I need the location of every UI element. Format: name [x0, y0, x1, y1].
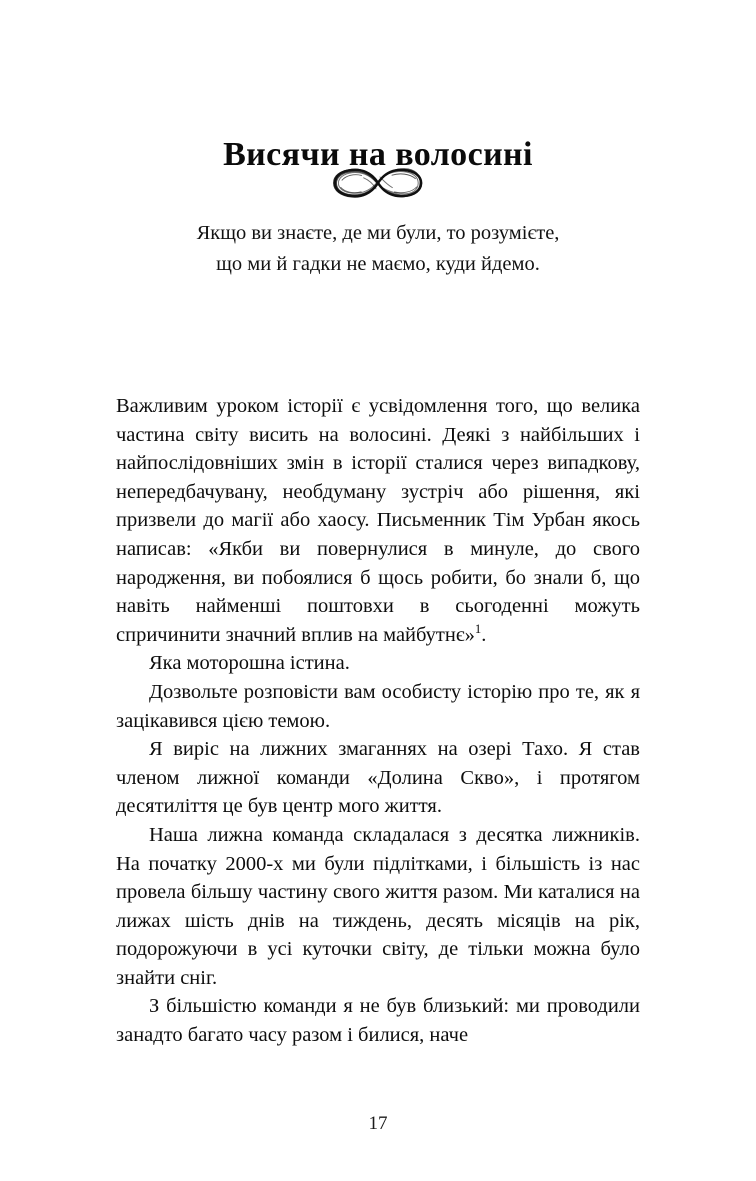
epigraph-line-2: що ми й гадки не маємо, куди йдемо.: [216, 253, 540, 275]
infinity-sketch-icon: [330, 166, 426, 200]
paragraph-6: З більшістю команди я не був близький: ми проводили занадто багато часу разом і билися, наче: [116, 995, 640, 1047]
paragraph-1-tail: .: [481, 623, 487, 646]
chapter-body: [116, 392, 640, 1050]
chapter-epigraph: [118, 218, 638, 280]
infinity-ornament: [0, 166, 756, 200]
paragraph-5: Наша лижна команда складалася з десятка лижників. На початку 2000-х ми були підлітками, і більшість із нас провела більшу частину свого життя разом. Ми каталися на лижах шість днів на тиждень, десять місяців на рік, подорожуючи в усі куточки світу, де тільки можна було знайти сніг.: [116, 823, 640, 989]
paragraph-3: Дозвольте розповісти вам особисту історію про те, як я зацікавився цією темою.: [116, 680, 640, 732]
paragraph-4: Я виріс на лижних змаганнях на озері Тахо. Я став членом лижної команди «Долина Скво», і протягом десятиліття це був центр мого життя.: [116, 738, 640, 818]
chapter-title: Висячи на волосині: [223, 135, 533, 173]
paragraph-2: Яка моторошна істина.: [149, 652, 350, 675]
paragraph-1-text: Важливим уроком історії є усвідомлення того, що велика частина світу висить на волосині. Деякі з найбільших і найпослідовніших змін в історії сталися через випадкову, непередбачувану, необдуману зустріч або рішення, які призвели до магії або хаосу. Письменник Тім Урбан якось написав: «Якби ви повернулися в минуле, до свого народження, ви побоялися б щось робити, бо знали б, що навіть найменші поштовхи в сьогоденні можуть спричинити значний вплив на майбутнє»: [116, 395, 640, 646]
footnote-marker-1[interactable]: 1: [474, 621, 482, 636]
page-number: 17: [368, 1113, 388, 1134]
epigraph-line-1: Якщо ви знаєте, де ми були, то розумієте,: [196, 222, 560, 244]
paragraph-1: [116, 392, 640, 649]
